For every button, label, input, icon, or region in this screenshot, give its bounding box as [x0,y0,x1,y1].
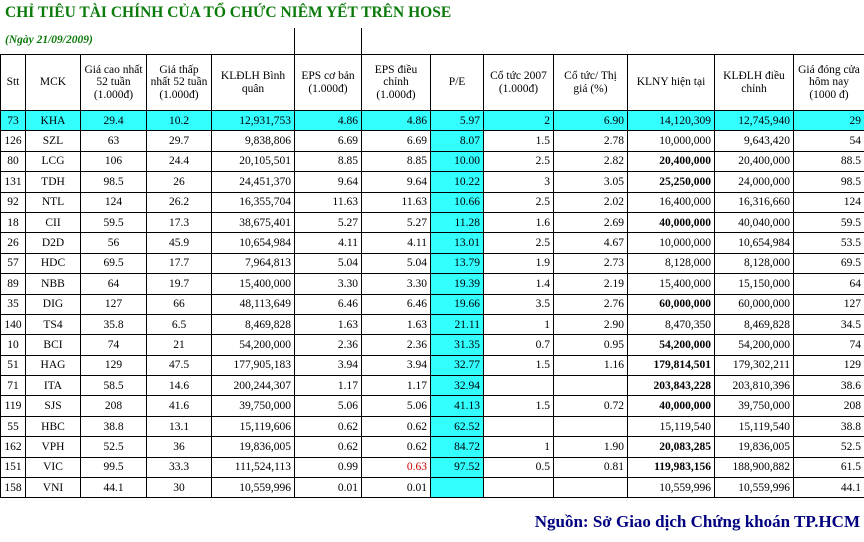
cell-low-52w: 17.3 [147,212,212,232]
cell-klny-current: 40,000,000 [628,212,715,232]
cell-eps-adjusted: 3.30 [362,274,431,294]
cell-mck: CII [26,212,81,232]
cell-dividend-yield: 4.67 [554,233,628,253]
cell-eps-adjusted: 11.63 [362,192,431,212]
cell-pe: 32.94 [431,376,484,396]
table-row [1,416,864,436]
cell-dividend-yield: 2.76 [554,294,628,314]
col-header-dividend-yield: Cổ tức/ Thị giá (%) [554,55,628,111]
table-row [1,376,864,396]
cell-dividend-2007: 2.5 [484,192,554,212]
cell-high-52w: 64 [81,274,147,294]
cell-high-52w: 69.5 [81,253,147,273]
cell-eps-basic: 11.63 [295,192,362,212]
cell-kldlh-adjusted: 15,119,540 [715,416,794,436]
cell-dividend-yield: 2.78 [554,131,628,151]
cell-klny-current: 179,814,501 [628,355,715,375]
cell-stt: 126 [1,131,26,151]
cell-eps-adjusted: 0.62 [362,437,431,457]
cell-dividend-yield: 0.95 [554,335,628,355]
cell-klny-current: 25,250,000 [628,172,715,192]
cell-high-52w: 52.5 [81,437,147,457]
cell-kldlh-adjusted: 54,200,000 [715,335,794,355]
cell-dividend-yield: 6.90 [554,111,628,131]
cell-dividend-yield: 2.19 [554,274,628,294]
cell-stt: 89 [1,274,26,294]
cell-stt: 26 [1,233,26,253]
table-row [1,314,864,334]
cell-kldlh-avg: 19,836,005 [212,437,295,457]
cell-high-52w: 124 [81,192,147,212]
cell-dividend-yield: 2.90 [554,314,628,334]
cell-eps-adjusted: 8.85 [362,151,431,171]
cell-low-52w: 17.7 [147,253,212,273]
cell-eps-basic: 4.11 [295,233,362,253]
cell-stt: 10 [1,335,26,355]
cell-mck: VNI [26,478,81,498]
cell-mck: D2D [26,233,81,253]
cell-high-52w: 129 [81,355,147,375]
cell-stt: 119 [1,396,26,416]
cell-dividend-2007: 0.7 [484,335,554,355]
cell-low-52w: 13.1 [147,416,212,436]
cell-dividend-2007: 2.5 [484,151,554,171]
cell-klny-current: 14,120,309 [628,111,715,131]
cell-pe: 10.66 [431,192,484,212]
cell-close-price: 61.5 [794,457,864,477]
cell-mck: LCG [26,151,81,171]
cell-stt: 18 [1,212,26,232]
cell-mck: SJS [26,396,81,416]
cell-kldlh-avg: 200,244,307 [212,376,295,396]
cell-klny-current: 20,400,000 [628,151,715,171]
cell-mck: TS4 [26,314,81,334]
cell-close-price: 29 [794,111,864,131]
cell-dividend-2007: 1.5 [484,355,554,375]
cell-eps-adjusted: 6.69 [362,131,431,151]
cell-close-price: 129 [794,355,864,375]
cell-high-52w: 99.5 [81,457,147,477]
cell-eps-adjusted: 5.04 [362,253,431,273]
table-row [1,457,864,477]
cell-pe: 8.07 [431,131,484,151]
cell-close-price: 59.5 [794,212,864,232]
cell-eps-adjusted: 3.94 [362,355,431,375]
cell-kldlh-avg: 24,451,370 [212,172,295,192]
table-row [1,355,864,375]
cell-klny-current: 10,000,000 [628,131,715,151]
cell-low-52w: 19.7 [147,274,212,294]
cell-mck: ITA [26,376,81,396]
cell-pe: 41.13 [431,396,484,416]
cell-mck: HDC [26,253,81,273]
col-header-close-price: Giá đóng cửa hôm nay (1000 đ) [794,55,864,111]
cell-stt: 80 [1,151,26,171]
col-header-low-52w: Giá thấp nhất 52 tuần (1.000đ) [147,55,212,111]
cell-low-52w: 36 [147,437,212,457]
cell-dividend-2007: 1 [484,437,554,457]
cell-kldlh-adjusted: 15,150,000 [715,274,794,294]
cell-dividend-yield: 0.81 [554,457,628,477]
cell-kldlh-adjusted: 24,000,000 [715,172,794,192]
cell-kldlh-avg: 10,559,996 [212,478,295,498]
cell-close-price: 53.5 [794,233,864,253]
cell-low-52w: 33.3 [147,457,212,477]
cell-dividend-2007: 3.5 [484,294,554,314]
cell-low-52w: 41.6 [147,396,212,416]
cell-low-52w: 29.7 [147,131,212,151]
col-header-klny-current: KLNY hiện tại [628,55,715,111]
table-row [1,294,864,314]
cell-eps-basic: 4.86 [295,111,362,131]
cell-kldlh-avg: 111,524,113 [212,457,295,477]
table-row [1,111,864,131]
cell-mck: DIG [26,294,81,314]
cell-high-52w: 208 [81,396,147,416]
cell-pe: 62.52 [431,416,484,436]
table-row [1,396,864,416]
cell-dividend-yield: 1.16 [554,355,628,375]
cell-stt: 158 [1,478,26,498]
cell-high-52w: 29.4 [81,111,147,131]
cell-close-price: 127 [794,294,864,314]
col-header-stt: Stt [1,55,26,111]
cell-close-price: 38.8 [794,416,864,436]
table-row [1,151,864,171]
cell-dividend-2007 [484,376,554,396]
cell-dividend-yield: 0.72 [554,396,628,416]
cell-stt: 57 [1,253,26,273]
col-header-eps-basic: EPS cơ bản (1.000đ) [295,55,362,111]
cell-kldlh-adjusted: 16,316,660 [715,192,794,212]
cell-low-52w: 21 [147,335,212,355]
cell-eps-adjusted: 0.63 [362,457,431,477]
cell-mck: VIC [26,457,81,477]
cell-pe: 10.22 [431,172,484,192]
cell-kldlh-adjusted: 12,745,940 [715,111,794,131]
cell-kldlh-adjusted: 9,643,420 [715,131,794,151]
cell-eps-adjusted: 4.86 [362,111,431,131]
cell-close-price: 64 [794,274,864,294]
cell-eps-basic: 3.94 [295,355,362,375]
cell-low-52w: 47.5 [147,355,212,375]
cell-dividend-2007: 1.4 [484,274,554,294]
cell-eps-basic: 6.46 [295,294,362,314]
cell-high-52w: 98.5 [81,172,147,192]
cell-close-price: 98.5 [794,172,864,192]
cell-kldlh-avg: 177,905,183 [212,355,295,375]
cell-eps-adjusted: 5.27 [362,212,431,232]
cell-eps-basic: 5.04 [295,253,362,273]
cell-kldlh-avg: 54,200,000 [212,335,295,355]
table-row [1,212,864,232]
cell-close-price: 69.5 [794,253,864,273]
cell-mck: HAG [26,355,81,375]
cell-low-52w: 6.5 [147,314,212,334]
cell-close-price: 52.5 [794,437,864,457]
cell-low-52w: 24.4 [147,151,212,171]
cell-close-price: 124 [794,192,864,212]
cell-dividend-yield: 2.73 [554,253,628,273]
cell-eps-adjusted: 0.01 [362,478,431,498]
cell-eps-adjusted: 9.64 [362,172,431,192]
cell-pe: 11.28 [431,212,484,232]
cell-stt: 51 [1,355,26,375]
cell-low-52w: 14.6 [147,376,212,396]
cell-klny-current: 8,128,000 [628,253,715,273]
cell-dividend-yield: 2.02 [554,192,628,212]
col-header-kldlh-adjusted: KLĐLH điều chỉnh [715,55,794,111]
cell-klny-current: 119,983,156 [628,457,715,477]
cell-eps-basic: 5.27 [295,212,362,232]
cell-high-52w: 127 [81,294,147,314]
cell-stt: 140 [1,314,26,334]
table-header-row [1,55,864,111]
cell-dividend-2007: 2.5 [484,233,554,253]
cell-kldlh-avg: 38,675,401 [212,212,295,232]
cell-dividend-yield [554,416,628,436]
cell-stt: 55 [1,416,26,436]
cell-kldlh-adjusted: 19,836,005 [715,437,794,457]
cell-eps-adjusted: 1.63 [362,314,431,334]
table-row [1,233,864,253]
cell-pe: 31.35 [431,335,484,355]
cell-stt: 71 [1,376,26,396]
cell-kldlh-avg: 15,119,606 [212,416,295,436]
cell-klny-current: 20,083,285 [628,437,715,457]
cell-close-price: 44.1 [794,478,864,498]
cell-eps-basic: 2.36 [295,335,362,355]
cell-mck: BCI [26,335,81,355]
cell-stt: 151 [1,457,26,477]
cell-eps-basic: 0.62 [295,437,362,457]
cell-eps-adjusted: 1.17 [362,376,431,396]
cell-kldlh-adjusted: 40,040,000 [715,212,794,232]
cell-eps-basic: 5.06 [295,396,362,416]
cell-eps-basic: 8.85 [295,151,362,171]
cell-kldlh-avg: 9,838,806 [212,131,295,151]
cell-high-52w: 58.5 [81,376,147,396]
cell-dividend-2007: 1.5 [484,131,554,151]
cell-dividend-yield: 3.05 [554,172,628,192]
cell-low-52w: 66 [147,294,212,314]
cell-mck: NBB [26,274,81,294]
table-row [1,192,864,212]
cell-dividend-yield [554,478,628,498]
cell-close-price: 34.5 [794,314,864,334]
cell-pe [431,478,484,498]
table-row [1,437,864,457]
cell-eps-basic: 1.63 [295,314,362,334]
cell-low-52w: 10.2 [147,111,212,131]
cell-high-52w: 56 [81,233,147,253]
col-header-kldlh-avg: KLĐLH Bình quân [212,55,295,111]
cell-close-price: 38.6 [794,376,864,396]
cell-kldlh-adjusted: 203,810,396 [715,376,794,396]
cell-eps-basic: 6.69 [295,131,362,151]
cell-dividend-yield: 2.82 [554,151,628,171]
table-row [1,172,864,192]
cell-eps-basic: 0.62 [295,416,362,436]
cell-kldlh-adjusted: 20,400,000 [715,151,794,171]
cell-eps-adjusted: 6.46 [362,294,431,314]
cell-mck: VPH [26,437,81,457]
col-header-eps-adjusted: EPS điều chỉnh (1.000đ) [362,55,431,111]
cell-close-price: 208 [794,396,864,416]
col-header-dividend-2007: Cổ tức 2007 (1.000đ) [484,55,554,111]
cell-klny-current: 10,559,996 [628,478,715,498]
cell-kldlh-adjusted: 39,750,000 [715,396,794,416]
cell-stt: 35 [1,294,26,314]
cell-klny-current: 15,119,540 [628,416,715,436]
cell-mck: SZL [26,131,81,151]
cell-high-52w: 59.5 [81,212,147,232]
cell-klny-current: 8,470,350 [628,314,715,334]
cell-dividend-2007: 1.5 [484,396,554,416]
table-row [1,274,864,294]
cell-pe: 13.79 [431,253,484,273]
cell-kldlh-avg: 16,355,704 [212,192,295,212]
cell-dividend-2007: 3 [484,172,554,192]
col-header-high-52w: Giá cao nhất 52 tuần (1.000đ) [81,55,147,111]
cell-pe: 10.00 [431,151,484,171]
cell-close-price: 54 [794,131,864,151]
cell-pe: 84.72 [431,437,484,457]
cell-kldlh-avg: 10,654,984 [212,233,295,253]
cell-pe: 32.77 [431,355,484,375]
cell-pe: 13.01 [431,233,484,253]
cell-dividend-yield [554,376,628,396]
report-date: (Ngày 21/09/2009) [5,34,93,46]
cell-dividend-yield: 2.69 [554,212,628,232]
cell-klny-current: 60,000,000 [628,294,715,314]
source-note: Nguồn: Sở Giao dịch Chứng khoán TP.HCM [534,512,860,531]
cell-stt: 92 [1,192,26,212]
cell-eps-basic: 3.30 [295,274,362,294]
cell-kldlh-adjusted: 188,900,882 [715,457,794,477]
cell-low-52w: 45.9 [147,233,212,253]
cell-dividend-2007: 1 [484,314,554,334]
cell-pe: 97.52 [431,457,484,477]
cell-high-52w: 74 [81,335,147,355]
cell-pe: 19.66 [431,294,484,314]
cell-kldlh-avg: 8,469,828 [212,314,295,334]
cell-kldlh-avg: 20,105,501 [212,151,295,171]
cell-dividend-2007 [484,478,554,498]
cell-klny-current: 16,400,000 [628,192,715,212]
cell-close-price: 74 [794,335,864,355]
header-divider [294,28,295,55]
cell-low-52w: 26 [147,172,212,192]
table-row [1,478,864,498]
cell-low-52w: 26.2 [147,192,212,212]
header-divider [361,28,362,55]
cell-klny-current: 54,200,000 [628,335,715,355]
cell-kldlh-adjusted: 8,128,000 [715,253,794,273]
cell-high-52w: 38.8 [81,416,147,436]
cell-eps-basic: 0.01 [295,478,362,498]
cell-eps-adjusted: 4.11 [362,233,431,253]
cell-dividend-2007: 0.5 [484,457,554,477]
cell-pe: 5.97 [431,111,484,131]
cell-mck: TDH [26,172,81,192]
cell-low-52w: 30 [147,478,212,498]
cell-mck: NTL [26,192,81,212]
cell-kldlh-adjusted: 10,654,984 [715,233,794,253]
cell-kldlh-avg: 7,964,813 [212,253,295,273]
cell-dividend-yield: 1.90 [554,437,628,457]
cell-mck: KHA [26,111,81,131]
cell-kldlh-avg: 12,931,753 [212,111,295,131]
cell-eps-adjusted: 0.62 [362,416,431,436]
cell-kldlh-adjusted: 179,302,211 [715,355,794,375]
table-row [1,131,864,151]
cell-high-52w: 44.1 [81,478,147,498]
cell-pe: 19.39 [431,274,484,294]
cell-close-price: 88.5 [794,151,864,171]
cell-pe: 21.11 [431,314,484,334]
table-body [1,111,864,498]
cell-klny-current: 15,400,000 [628,274,715,294]
cell-dividend-2007: 1.9 [484,253,554,273]
table-row [1,253,864,273]
cell-eps-basic: 1.17 [295,376,362,396]
cell-kldlh-avg: 48,113,649 [212,294,295,314]
financial-indicators-table [0,54,864,498]
col-header-mck: MCK [26,55,81,111]
cell-kldlh-avg: 39,750,000 [212,396,295,416]
cell-klny-current: 10,000,000 [628,233,715,253]
cell-eps-adjusted: 2.36 [362,335,431,355]
cell-eps-basic: 0.99 [295,457,362,477]
cell-kldlh-adjusted: 10,559,996 [715,478,794,498]
cell-high-52w: 63 [81,131,147,151]
cell-stt: 131 [1,172,26,192]
cell-kldlh-avg: 15,400,000 [212,274,295,294]
cell-klny-current: 40,000,000 [628,396,715,416]
table-row [1,335,864,355]
cell-kldlh-adjusted: 60,000,000 [715,294,794,314]
cell-high-52w: 35.8 [81,314,147,334]
report-title: CHỈ TIÊU TÀI CHÍNH CỦA TỔ CHỨC NIÊM YẾT TRÊN HOSE [5,4,452,21]
cell-kldlh-adjusted: 8,469,828 [715,314,794,334]
cell-dividend-2007: 2 [484,111,554,131]
cell-stt: 73 [1,111,26,131]
cell-high-52w: 106 [81,151,147,171]
col-header-pe: P/E [431,55,484,111]
cell-dividend-2007 [484,416,554,436]
cell-klny-current: 203,843,228 [628,376,715,396]
cell-dividend-2007: 1.6 [484,212,554,232]
cell-eps-adjusted: 5.06 [362,396,431,416]
cell-mck: HBC [26,416,81,436]
cell-eps-basic: 9.64 [295,172,362,192]
cell-stt: 162 [1,437,26,457]
